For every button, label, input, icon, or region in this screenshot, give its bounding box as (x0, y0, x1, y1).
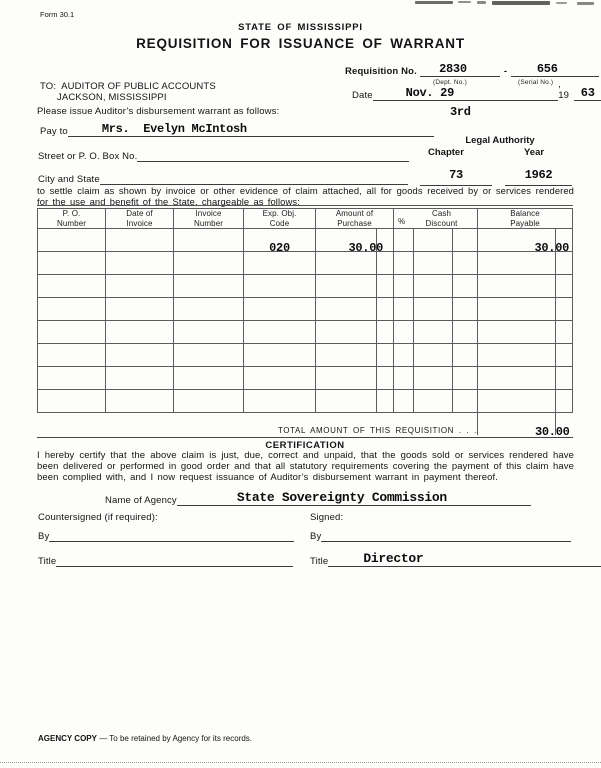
street-row (38, 147, 409, 162)
table-row (38, 390, 573, 413)
countersigned-title-field (56, 565, 293, 567)
by-label-left: By (38, 531, 50, 542)
table-row (38, 298, 573, 321)
scan-artifact (477, 1, 486, 4)
date-field: Nov. 29 (373, 86, 559, 101)
scan-artifact (577, 2, 594, 5)
signed-by-field (321, 540, 571, 542)
date-label: Date (352, 90, 373, 101)
year-field: 63 (574, 86, 601, 101)
certification-body: I hereby certify that the above claim is just, due, correct and unpaid, that the goods sold or services rendered have been delivered or performed in good order and that all statutory requirements covering the payment of this claim have been complied with, and I now request issuance of Auditor’s disbursement warrant in payment thereof. (37, 450, 574, 483)
exp-obj-code-value: 020 (269, 241, 290, 255)
name-of-agency-field: State Sovereignty Commission (177, 490, 531, 506)
total-value: 30.00 (534, 425, 570, 439)
year-prefix: , 19 (558, 79, 570, 101)
col-header-amount-of-purchase: Amount of Purchase (316, 209, 394, 229)
dept-no-caption: (Dept. No.) (433, 79, 467, 86)
instruction-line: Please issue Auditor’s disbursement warrant as follows: (37, 106, 280, 117)
scan-artifact (415, 1, 453, 4)
pay-to-field: Mrs. Evelyn McIntosh (68, 122, 434, 137)
countersigned-by-field (49, 540, 294, 542)
chapter-value-field: 73 (420, 168, 492, 186)
year-value-field: 1962 (505, 168, 572, 186)
table-row (38, 321, 573, 344)
city-row (38, 170, 408, 185)
chapter-label: Chapter (428, 147, 464, 158)
signed-by-row (310, 528, 571, 542)
legal-authority-title: Legal Authority (465, 135, 535, 146)
balance-cents-divider (555, 229, 556, 435)
agency-copy-label: AGENCY COPY (38, 734, 97, 743)
street-field (137, 160, 409, 162)
table-row (38, 344, 573, 367)
pay-to-label: Pay to (40, 126, 68, 137)
countersigned-title-row (38, 551, 293, 567)
form-number: Form 30.1 (40, 10, 75, 19)
by-label-right: By (310, 531, 322, 542)
table-row (38, 367, 573, 390)
col-header-po-number: P. O. Number (38, 209, 106, 229)
serial-no-caption: (Serial No.) (518, 79, 554, 86)
col-header-percent: % (398, 216, 406, 226)
name-of-agency-row (105, 490, 531, 506)
total-label: TOTAL AMOUNT OF THIS REQUISITION . . . (277, 426, 477, 435)
countersigned-label: Countersigned (if required): (38, 512, 158, 523)
col-header-date-of-invoice: Date of Invoice (106, 209, 174, 229)
scan-artifact (492, 1, 550, 5)
amount-cents-divider (376, 229, 377, 413)
table-row (38, 275, 573, 298)
signed-label: Signed: (310, 512, 344, 523)
scan-artifact (458, 1, 471, 3)
col-header-invoice-number: Invoice Number (174, 209, 244, 229)
addressee-line2: JACKSON, MISSISSIPPI (57, 92, 167, 103)
name-of-agency-label: Name of Agency (105, 495, 177, 506)
dept-no-field: 2830 (420, 62, 486, 77)
agency-copy-text: — To be retained by Agency for its records. (96, 734, 253, 743)
city-label: City and State (38, 174, 100, 185)
balance-payable-value: 30.00 (534, 241, 569, 255)
col-header-balance-payable: Balance Payable (478, 209, 573, 229)
discount-cents-divider (452, 229, 453, 413)
col-header-cash-discount: % Cash Discount (394, 209, 478, 229)
col-header-exp-obj-code: Exp. Obj. Code (244, 209, 316, 229)
amount-of-purchase-value: 30.00 (348, 241, 383, 255)
table-row (38, 229, 573, 252)
title-label-left: Title (38, 556, 57, 567)
scan-artifact (556, 2, 567, 4)
requisition-no-label: Requisition No. (345, 66, 417, 77)
table-total-row (38, 413, 573, 436)
perforation-line (0, 762, 601, 763)
certification-title: CERTIFICATION (265, 440, 345, 451)
quarter-annotation: 3rd (450, 105, 471, 119)
requisition-items-table (37, 208, 572, 439)
title-label-right: Title (310, 556, 329, 567)
countersigned-by-row (38, 528, 294, 542)
year-label: Year (524, 147, 545, 158)
requisition-no-separator: - (503, 66, 508, 77)
state-title: STATE OF MISSISSIPPI (238, 22, 363, 33)
agency-copy-note (38, 734, 252, 743)
addressee-line1: TO: AUDITOR OF PUBLIC ACCOUNTS (40, 81, 216, 92)
claim-paragraph: to settle claim as shown by invoice or other evidence of claim attached, all for goods received by or services rendered for the use and benefit of the State, chargeable as follows: (37, 185, 574, 207)
requisition-number-row (345, 62, 599, 77)
table-top-rule (37, 205, 573, 206)
page-title: REQUISITION FOR ISSUANCE OF WARRANT (136, 36, 465, 51)
pay-to-row (40, 121, 434, 137)
table-header-row (38, 209, 573, 229)
serial-no-field: 656 (511, 62, 583, 77)
signed-title-field: Director (328, 551, 601, 567)
street-label: Street or P. O. Box No. (38, 151, 138, 162)
signed-title-row (310, 551, 601, 567)
